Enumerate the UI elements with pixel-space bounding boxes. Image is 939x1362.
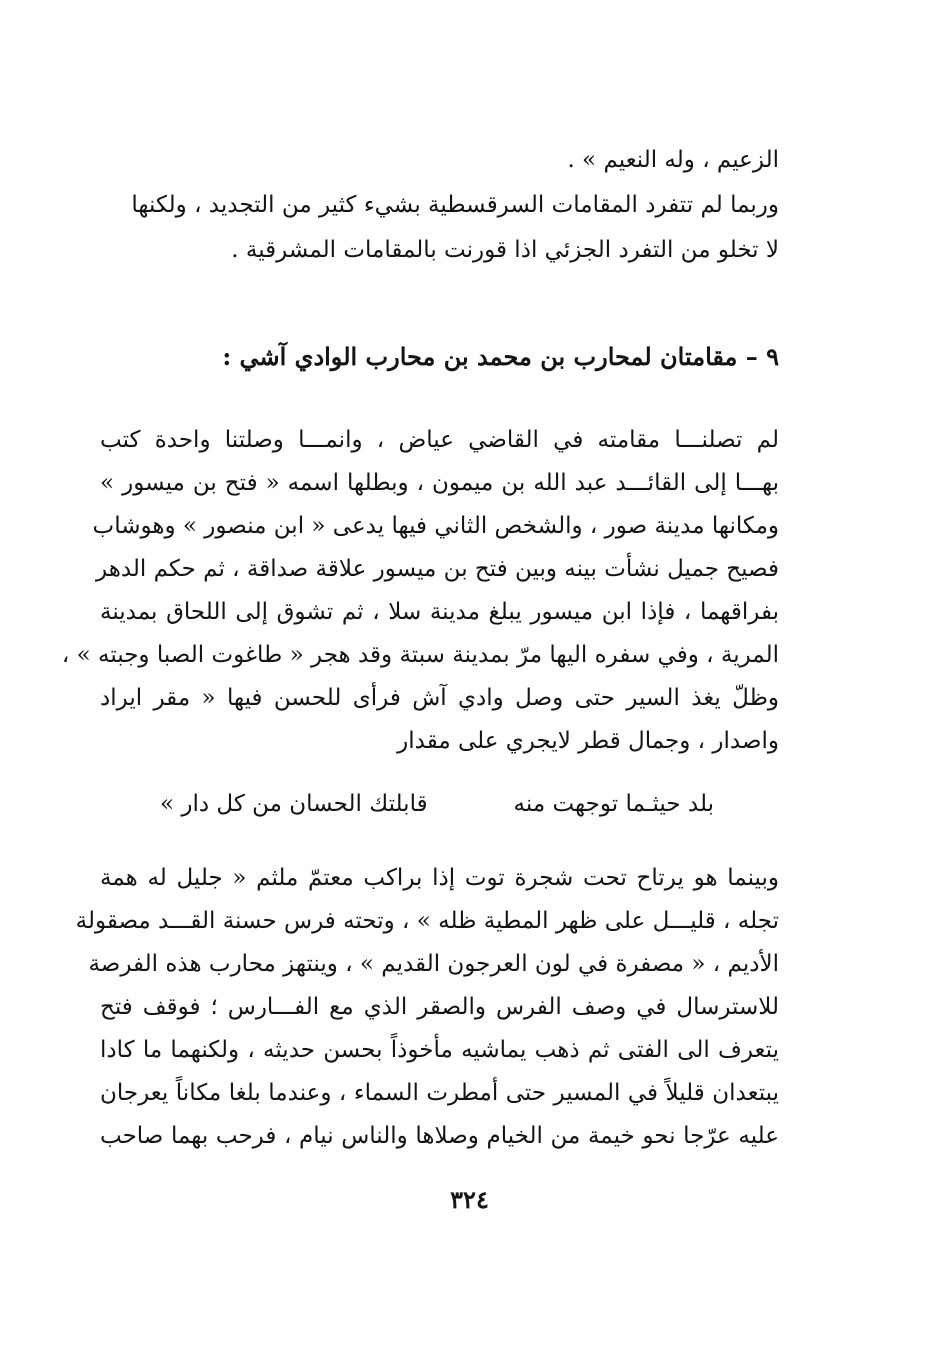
verse-second-hemistich: قابلتك الحسان من كل دار » — [160, 791, 428, 817]
section-heading: ٩ – مقامتان لمحارب بن محمد بن محارب الوادي آشي : — [222, 342, 779, 371]
paragraph-1-line-3: ومكانها مدينة صور ، والشخص الثاني فيها يدعى « ابن منصور » وهوشاب — [92, 513, 779, 539]
paragraph-2-line-5: يتعرف الى الفتى ثم ذهب يماشيه مأخوذاً بحسن حديثه ، ولكنهما ما كادا — [100, 1037, 779, 1063]
paragraph-1-line-2: بهـــا إلى القائـــد عبد الله بن ميمون ، وبطلها اسمه « فتح بن ميسور » — [100, 470, 779, 496]
page-number: ٣٢٤ — [450, 1185, 489, 1214]
paragraph-1-line-5: بفراقهما ، فإذا ابن ميسور يبلغ مدينة سلا ، ثم تشوق إلى اللحاق بمدينة — [100, 599, 779, 625]
intro-line-3: لا تخلو من التفرد الجزئي اذا قورنت بالمقامات المشرقية . — [231, 237, 779, 263]
paragraph-2-line-2: تجله ، قليـــل على ظهر المطية ظله » ، وتحته فرس حسنة القـــد مصقولة — [75, 908, 779, 934]
paragraph-1-line-7: وظلّ يغذ السير حتى وصل وادي آش فرأى للحسن فيها « مقر ايراد — [100, 685, 779, 711]
paragraph-2-line-7: عليه عرّجا نحو خيمة من الخيام وصلاها والناس نيام ، فرحب بهما صاحب — [100, 1123, 779, 1149]
intro-line-1: الزعيم ، وله النعيم » . — [567, 147, 779, 173]
paragraph-1-line-4: فصيح جميل نشأت بينه وبين فتح بن ميسور علاقة صداقة ، ثم حكم الدهر — [96, 556, 779, 582]
intro-line-2: وربما لم تتفرد المقامات السرقسطية بشيء كثير من التجديد ، ولكنها — [131, 192, 779, 218]
paragraph-1-line-8: واصدار ، وجمال قطر لايجري على مقدار — [397, 728, 779, 754]
paragraph-1-line-1: لم تصلنـــا مقامته في القاضي عياض ، وانمـــا وصلتنا واحدة كتب — [100, 427, 779, 453]
paragraph-2-line-3: الأديم ، « مصفرة في لون العرجون القديم » ، وينتهز محارب هذه الفرصة — [88, 951, 779, 977]
paragraph-1-line-6: المرية ، وفي سفره اليها مرّ بمدينة سبتة وقد هجر « طاغوت الصبا وجبته » ، — [61, 642, 779, 668]
paragraph-2-line-4: للاسترسال في وصف الفرس والصقر الذي مع الفـــارس ؛ فوقف فتح — [100, 994, 779, 1020]
paragraph-2-line-1: وبينما هو يرتاح تحت شجرة توت إذا براكب معتمّ ملثم « جليل له همة — [100, 865, 779, 891]
paragraph-2-line-6: يبتعدان قليلاً في المسير حتى أمطرت السماء ، وعندما بلغا مكاناً يعرجان — [100, 1080, 779, 1106]
poem-verse — [160, 784, 714, 824]
verse-first-hemistich: بلد حيثـما توجهت منه — [513, 791, 714, 817]
